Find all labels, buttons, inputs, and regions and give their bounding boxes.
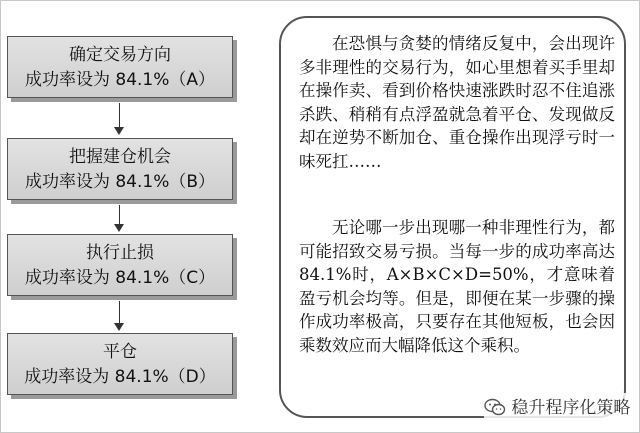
step-box-c (7, 234, 233, 296)
arrow-down-icon (114, 323, 124, 331)
step-box-b (7, 138, 233, 200)
watermark (484, 393, 636, 423)
step-rate: 成功率设为 84.1%（C） (24, 268, 216, 288)
step-rate: 成功率设为 84.1%（A） (24, 70, 216, 90)
step-rate: 成功率设为 84.1%（D） (24, 367, 216, 387)
flow-arrow-line (119, 301, 120, 324)
step-title: 把握建仓机会 (69, 147, 171, 167)
step-rate: 成功率设为 84.1%（B） (24, 172, 216, 192)
wechat-icon (484, 398, 506, 416)
flow-arrow-line (119, 205, 120, 225)
step-title: 平仓 (103, 342, 137, 362)
arrow-down-icon (114, 224, 124, 232)
flow-arrow-line (119, 103, 120, 128)
explanation-panel (279, 16, 626, 418)
step-box-d (7, 333, 233, 395)
step-title: 确定交易方向 (69, 45, 171, 65)
step-box-a (7, 36, 233, 98)
panel-paragraph-2: 无论哪一步出现哪一种非理性行为，都可能招致交易亏损。当每一步的成功率高达 84.1%时，A×B×C×D=50%，才意味着盈亏机会均等。但是，即便在某一步骤的操作成功率极高，只要存在其他短板，也会因乘数效应而大幅降低这个乘积。 (299, 218, 615, 355)
panel-paragraph-1: 在恐惧与贪婪的情绪反复中，会出现许多非理性的交易行为，如心里想着买手里却在操作卖、看到价格快速涨跌时忍不住追涨杀跌、稍稍有点浮盈就急着平仓、发现做反却在逆势不断加仓、重仓操作出现浮亏时一味死扛…… (299, 34, 615, 171)
step-title: 执行止损 (86, 243, 154, 263)
watermark-text: 稳升程序化策略 (511, 398, 631, 418)
arrow-down-icon (114, 127, 124, 135)
